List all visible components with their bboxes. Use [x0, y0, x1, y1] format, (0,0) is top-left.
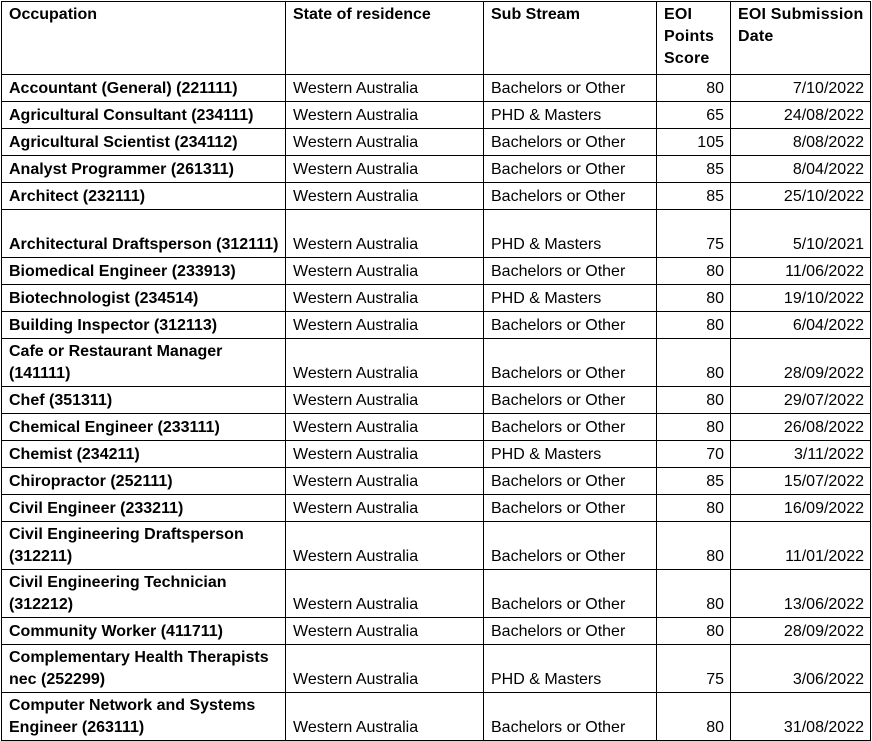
cell-occupation: Chef (351311): [2, 387, 286, 414]
cell-occupation: Cafe or Restaurant Manager (141111): [2, 339, 286, 387]
cell-score: 85: [657, 468, 731, 495]
cell-state: Western Australia: [286, 312, 484, 339]
cell-stream: Bachelors or Other: [484, 522, 657, 570]
cell-occupation: Computer Network and Systems Engineer (263111): [2, 693, 286, 741]
cell-score: 85: [657, 183, 731, 210]
cell-state: Western Australia: [286, 129, 484, 156]
cell-date: 26/08/2022: [731, 414, 871, 441]
table-row: [2, 285, 871, 312]
eoi-table: [1, 1, 871, 741]
cell-stream: Bachelors or Other: [484, 312, 657, 339]
table-row: [2, 618, 871, 645]
cell-occupation: Building Inspector (312113): [2, 312, 286, 339]
cell-occupation: Agricultural Scientist (234112): [2, 129, 286, 156]
cell-occupation: Complementary Health Therapists nec (252299): [2, 645, 286, 693]
table-row: [2, 495, 871, 522]
cell-date: 5/10/2021: [731, 210, 871, 258]
cell-occupation: Biotechnologist (234514): [2, 285, 286, 312]
cell-stream: PHD & Masters: [484, 285, 657, 312]
table-row: [2, 102, 871, 129]
cell-stream: Bachelors or Other: [484, 258, 657, 285]
cell-occupation: Architect (232111): [2, 183, 286, 210]
cell-score: 80: [657, 285, 731, 312]
cell-state: Western Australia: [286, 183, 484, 210]
table-row: [2, 210, 871, 258]
cell-date: 13/06/2022: [731, 570, 871, 618]
cell-stream: PHD & Masters: [484, 210, 657, 258]
table-row: [2, 570, 871, 618]
cell-occupation: Chemist (234211): [2, 441, 286, 468]
cell-score: 75: [657, 645, 731, 693]
cell-occupation: Chemical Engineer (233111): [2, 414, 286, 441]
table-row: [2, 414, 871, 441]
table-row: [2, 441, 871, 468]
cell-date: 8/08/2022: [731, 129, 871, 156]
cell-score: 65: [657, 102, 731, 129]
cell-state: Western Australia: [286, 414, 484, 441]
cell-occupation: Chiropractor (252111): [2, 468, 286, 495]
cell-state: Western Australia: [286, 210, 484, 258]
cell-stream: PHD & Masters: [484, 645, 657, 693]
cell-state: Western Australia: [286, 75, 484, 102]
cell-state: Western Australia: [286, 618, 484, 645]
cell-score: 80: [657, 495, 731, 522]
cell-date: 28/09/2022: [731, 339, 871, 387]
cell-date: 8/04/2022: [731, 156, 871, 183]
cell-state: Western Australia: [286, 495, 484, 522]
cell-date: 29/07/2022: [731, 387, 871, 414]
cell-date: 3/06/2022: [731, 645, 871, 693]
cell-stream: Bachelors or Other: [484, 339, 657, 387]
cell-state: Western Australia: [286, 468, 484, 495]
table-row: [2, 156, 871, 183]
table-row: [2, 129, 871, 156]
table-row: [2, 468, 871, 495]
cell-state: Western Australia: [286, 387, 484, 414]
cell-occupation: Community Worker (411711): [2, 618, 286, 645]
cell-date: 7/10/2022: [731, 75, 871, 102]
cell-state: Western Australia: [286, 570, 484, 618]
table-row: [2, 75, 871, 102]
cell-occupation: Biomedical Engineer (233913): [2, 258, 286, 285]
cell-state: Western Australia: [286, 441, 484, 468]
cell-stream: Bachelors or Other: [484, 618, 657, 645]
cell-stream: Bachelors or Other: [484, 414, 657, 441]
cell-state: Western Australia: [286, 102, 484, 129]
cell-score: 85: [657, 156, 731, 183]
cell-stream: Bachelors or Other: [484, 387, 657, 414]
cell-stream: Bachelors or Other: [484, 129, 657, 156]
table-row: [2, 645, 871, 693]
header-date: EOI Submission Date: [731, 2, 871, 75]
cell-score: 80: [657, 414, 731, 441]
cell-score: 70: [657, 441, 731, 468]
cell-date: 28/09/2022: [731, 618, 871, 645]
cell-date: 6/04/2022: [731, 312, 871, 339]
cell-date: 31/08/2022: [731, 693, 871, 741]
cell-date: 19/10/2022: [731, 285, 871, 312]
header-occupation: Occupation: [2, 2, 286, 75]
cell-score: 80: [657, 312, 731, 339]
cell-score: 80: [657, 339, 731, 387]
cell-stream: Bachelors or Other: [484, 156, 657, 183]
cell-stream: Bachelors or Other: [484, 495, 657, 522]
cell-occupation: Civil Engineering Draftsperson (312211): [2, 522, 286, 570]
table-row: [2, 693, 871, 741]
cell-state: Western Australia: [286, 258, 484, 285]
cell-stream: Bachelors or Other: [484, 183, 657, 210]
cell-stream: PHD & Masters: [484, 102, 657, 129]
cell-state: Western Australia: [286, 339, 484, 387]
cell-score: 80: [657, 618, 731, 645]
cell-date: 11/01/2022: [731, 522, 871, 570]
cell-score: 80: [657, 258, 731, 285]
cell-score: 80: [657, 75, 731, 102]
cell-occupation: Agricultural Consultant (234111): [2, 102, 286, 129]
cell-stream: Bachelors or Other: [484, 75, 657, 102]
table-row: [2, 258, 871, 285]
cell-stream: PHD & Masters: [484, 441, 657, 468]
cell-occupation: Civil Engineering Technician (312212): [2, 570, 286, 618]
cell-date: 24/08/2022: [731, 102, 871, 129]
header-row: [2, 2, 871, 75]
cell-date: 25/10/2022: [731, 183, 871, 210]
header-state: State of residence: [286, 2, 484, 75]
table-row: [2, 339, 871, 387]
cell-date: 3/11/2022: [731, 441, 871, 468]
cell-occupation: Analyst Programmer (261311): [2, 156, 286, 183]
cell-state: Western Australia: [286, 522, 484, 570]
cell-stream: Bachelors or Other: [484, 570, 657, 618]
cell-date: 16/09/2022: [731, 495, 871, 522]
header-stream: Sub Stream: [484, 2, 657, 75]
cell-state: Western Australia: [286, 645, 484, 693]
cell-occupation: Accountant (General) (221111): [2, 75, 286, 102]
cell-score: 75: [657, 210, 731, 258]
cell-occupation: Architectural Draftsperson (312111): [2, 210, 286, 258]
table-row: [2, 183, 871, 210]
cell-stream: Bachelors or Other: [484, 693, 657, 741]
cell-stream: Bachelors or Other: [484, 468, 657, 495]
cell-score: 80: [657, 522, 731, 570]
cell-score: 80: [657, 693, 731, 741]
cell-score: 105: [657, 129, 731, 156]
cell-state: Western Australia: [286, 693, 484, 741]
cell-date: 15/07/2022: [731, 468, 871, 495]
table-row: [2, 522, 871, 570]
cell-occupation: Civil Engineer (233211): [2, 495, 286, 522]
cell-date: 11/06/2022: [731, 258, 871, 285]
cell-score: 80: [657, 387, 731, 414]
table-row: [2, 387, 871, 414]
table-body: [2, 75, 871, 741]
header-score: EOI Points Score: [657, 2, 731, 75]
table-row: [2, 312, 871, 339]
cell-state: Western Australia: [286, 156, 484, 183]
cell-score: 80: [657, 570, 731, 618]
cell-state: Western Australia: [286, 285, 484, 312]
